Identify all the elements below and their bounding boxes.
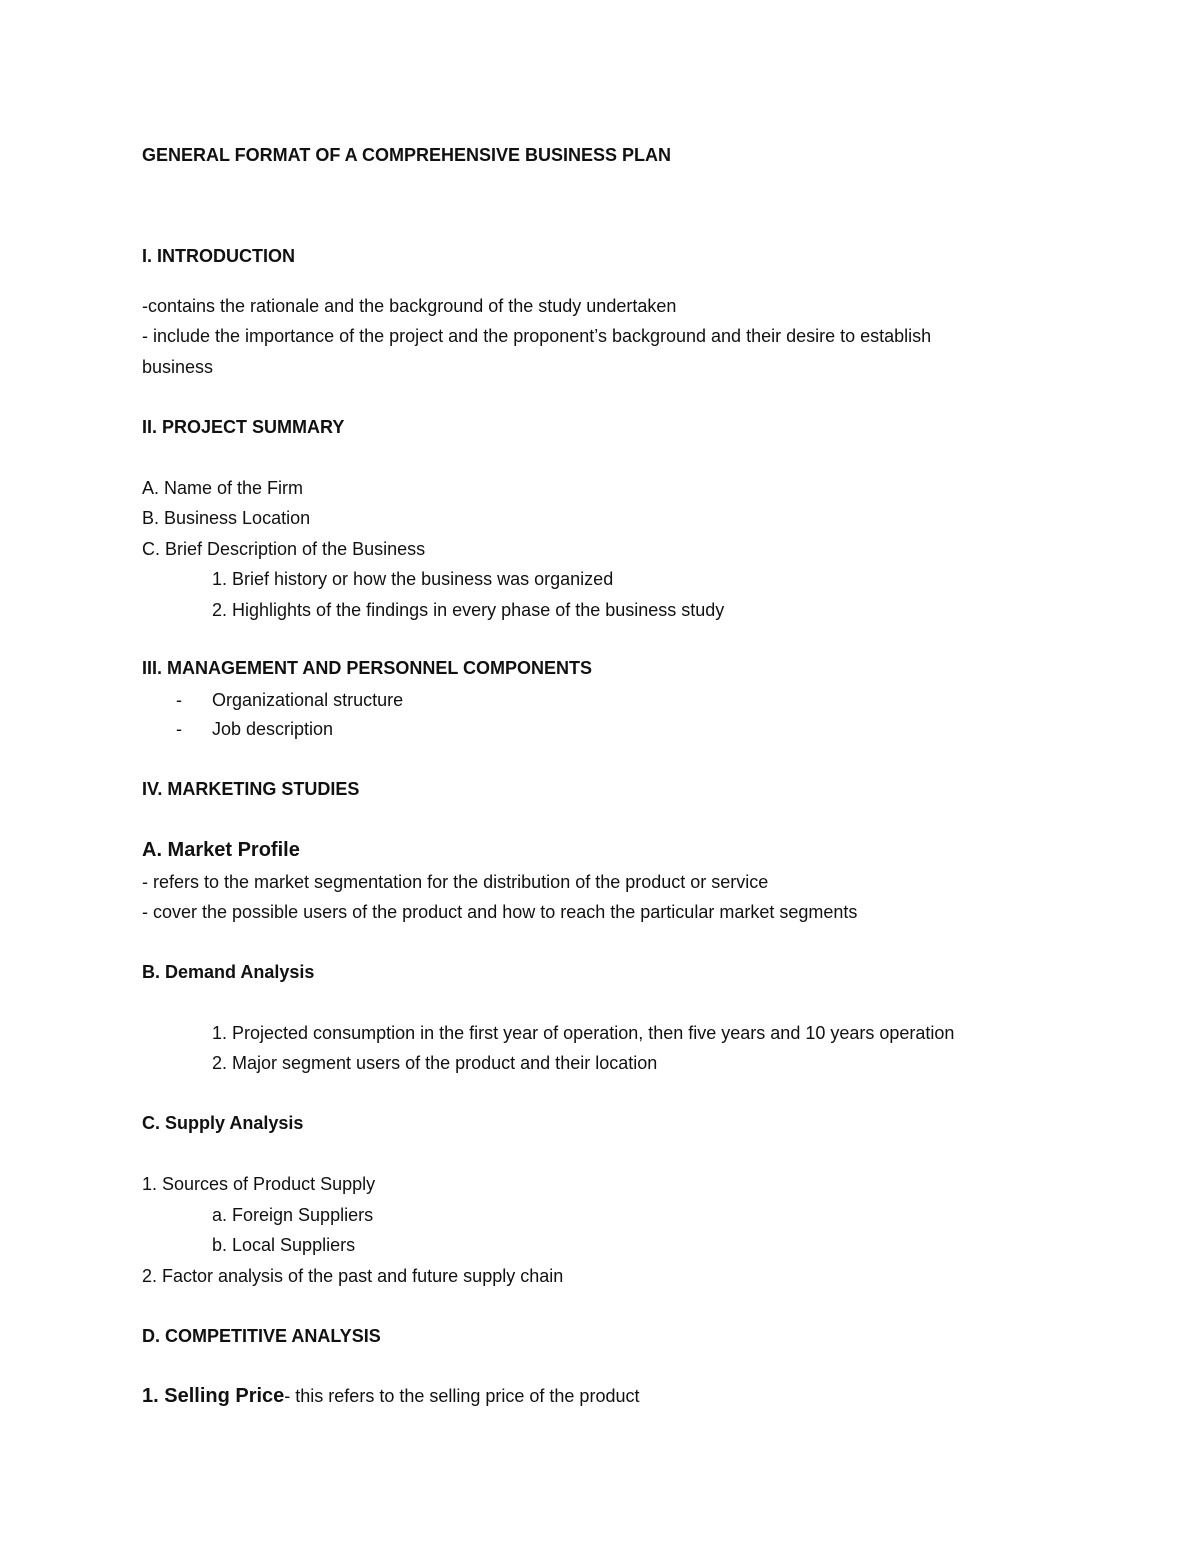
supply-subitem: b. Local Suppliers [212, 1235, 356, 1255]
selling-price-text: - this refers to the selling price of the product [284, 1386, 640, 1406]
demand-item: 2. Major segment users of the product and their location [212, 1053, 658, 1073]
supply-item: 1. Sources of Product Supply [142, 1174, 376, 1194]
subsection-heading-supply-analysis: C. Supply Analysis [142, 1113, 304, 1133]
summary-item-a: A. Name of the Firm [142, 478, 304, 498]
intro-line: - include the importance of the project and the proponent’s background and their desire to establish [142, 326, 932, 346]
subsection-heading-demand-analysis: B. Demand Analysis [142, 962, 315, 982]
supply-subitem: a. Foreign Suppliers [212, 1205, 374, 1225]
summary-subitem: 2. Highlights of the findings in every phase of the business study [212, 600, 725, 620]
section-heading-management: III. MANAGEMENT AND PERSONNEL COMPONENTS [142, 658, 593, 678]
subsection-heading-market-profile: A. Market Profile [142, 839, 300, 861]
summary-subitem: 1. Brief history or how the business was organized [212, 569, 614, 589]
intro-line: -contains the rationale and the background of the study undertaken [142, 296, 677, 316]
document-title: GENERAL FORMAT OF A COMPREHENSIVE BUSINESS PLAN [142, 145, 672, 165]
list-bullet-dash: - [176, 690, 182, 710]
section-heading-introduction: I. INTRODUCTION [142, 246, 295, 266]
subsection-heading-competitive-analysis: D. COMPETITIVE ANALYSIS [142, 1326, 381, 1346]
management-item: Organizational structure [212, 690, 404, 710]
section-heading-project-summary: II. PROJECT SUMMARY [142, 417, 345, 437]
supply-item: 2. Factor analysis of the past and future supply chain [142, 1266, 564, 1286]
intro-line: business [142, 357, 214, 377]
management-item: Job description [212, 719, 334, 739]
market-profile-line: - refers to the market segmentation for the distribution of the product or service [142, 872, 769, 892]
market-profile-line: - cover the possible users of the product and how to reach the particular market segments [142, 902, 858, 922]
selling-price-label: 1. Selling Price [142, 1385, 285, 1407]
demand-item: 1. Projected consumption in the first year of operation, then five years and 10 years operation [212, 1023, 955, 1043]
list-bullet-dash: - [176, 719, 182, 739]
section-heading-marketing: IV. MARKETING STUDIES [142, 779, 360, 799]
summary-item-c: C. Brief Description of the Business [142, 539, 426, 559]
summary-item-b: B. Business Location [142, 508, 311, 528]
selling-price-line [142, 1384, 639, 1408]
